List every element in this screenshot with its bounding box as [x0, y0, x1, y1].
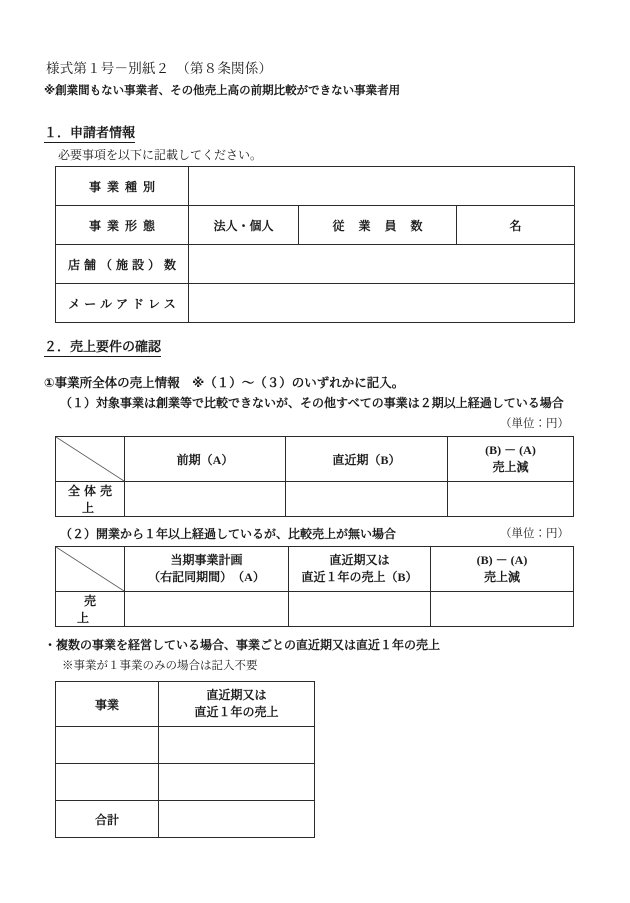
case-1-unit-note: （単位：円）	[500, 418, 569, 430]
column-header-current-plan-line2: （右記同期間） （A）	[148, 570, 265, 584]
table-row	[56, 801, 315, 838]
cell-sales-recent[interactable]	[289, 592, 431, 627]
cell-total-sales-previous[interactable]	[125, 482, 286, 517]
column-header-recent-period: 直近期（B）	[286, 437, 448, 482]
cell-total-sales-recent[interactable]	[286, 482, 448, 517]
case-2-heading: （２）開業から１年以上経過しているが、比較売上が無い場合	[60, 527, 397, 541]
field-input-business-type[interactable]	[189, 167, 575, 206]
table-row	[56, 245, 575, 284]
table-row	[56, 167, 575, 206]
column-header-current-plan-line1: 当期事業計画	[170, 552, 243, 567]
table-header-row	[56, 547, 574, 592]
column-header-difference	[448, 437, 574, 482]
cell-total-sales-difference[interactable]	[448, 482, 574, 517]
column-header-current-plan	[125, 547, 289, 592]
row-label-total-sales: 全体売上	[56, 482, 125, 517]
table-row	[56, 727, 315, 764]
cell-sales-difference[interactable]	[431, 592, 574, 627]
table-row	[56, 206, 575, 245]
diagonal-slash-cell	[56, 437, 125, 482]
row-label-total: 合計	[56, 801, 159, 838]
cell-business-sales-1[interactable]	[159, 727, 315, 764]
column-header-recent-sales-line1: 直近期又は	[329, 552, 390, 567]
sales-table-case-2	[55, 546, 574, 627]
diagonal-slash-cell	[56, 547, 125, 592]
document-title: 様式第１号－別紙２ （第８条関係）	[46, 61, 273, 76]
field-input-employee-count[interactable]: 名	[457, 206, 575, 245]
table-row	[56, 284, 575, 323]
field-option-corp-or-individual[interactable]: 法人・個人	[189, 206, 299, 245]
case-1-heading: （１）対象事業は創業等で比較できないが、その他すべての事業は２期以上経過している場合	[60, 396, 564, 410]
cell-business-sales-total[interactable]	[159, 801, 315, 838]
section-1-note: 必要事項を以下に記載してください。	[58, 148, 263, 162]
row-label-sales: 売上	[56, 592, 125, 627]
business-breakdown-table	[55, 681, 315, 838]
applicant-info-table	[55, 166, 575, 323]
column-header-recent-sales-line2: 直近１年の売上	[194, 705, 279, 719]
document-subtitle: ※創業間もない事業者、その他売上高の前期比較ができない事業者用	[44, 83, 401, 97]
field-input-store-count[interactable]	[189, 245, 575, 284]
cell-business-sales-2[interactable]	[159, 764, 315, 801]
column-header-recent-sales	[159, 682, 315, 727]
cell-business-name-2[interactable]	[56, 764, 159, 801]
table-row	[56, 764, 315, 801]
item-1-heading: ①事業所全体の売上情報 ※（１）～（３）のいずれかに記入。	[44, 375, 405, 390]
column-header-difference-formula: (B) － (A)	[485, 442, 536, 457]
field-label-employee-count: 従業員数	[299, 206, 457, 245]
column-header-difference-label: 売上減	[483, 570, 520, 584]
sales-table-case-1	[55, 436, 574, 517]
table-row	[56, 482, 574, 517]
breakdown-heading: ・複数の事業を経営している場合、事業ごとの直近期又は直近１年の売上	[44, 638, 441, 652]
table-header-row	[56, 682, 315, 727]
case-2-unit-note: （単位：円）	[500, 528, 569, 540]
column-header-previous-period: 前期（A）	[125, 437, 286, 482]
field-label-business-form: 事業形態	[56, 206, 189, 245]
column-header-difference-formula: (B) － (A)	[476, 552, 528, 567]
cell-business-name-1[interactable]	[56, 727, 159, 764]
column-header-difference	[431, 547, 574, 592]
cell-sales-plan[interactable]	[125, 592, 289, 627]
field-label-business-type: 事業種別	[56, 167, 189, 206]
section-1-heading: １．申請者情報	[44, 127, 135, 143]
column-header-difference-label: 売上減	[492, 460, 529, 474]
diagonal-line-icon	[56, 547, 124, 591]
column-header-recent-sales	[289, 547, 431, 592]
table-row	[56, 592, 574, 627]
table-header-row	[56, 437, 574, 482]
column-header-business: 事業	[56, 682, 159, 727]
diagonal-line-icon	[56, 437, 124, 481]
column-header-recent-sales-line2: 直近１年の売上（B）	[301, 570, 418, 584]
section-2-heading: ２．売上要件の確認	[44, 341, 161, 357]
breakdown-note: ※事業が１事業のみの場合は記入不要	[62, 660, 258, 672]
field-label-email: メールアドレス	[56, 284, 189, 323]
field-label-store-count: 店舗（施設）数	[56, 245, 189, 284]
column-header-recent-sales-line1: 直近期又は	[206, 687, 267, 702]
field-input-email[interactable]	[189, 284, 575, 323]
